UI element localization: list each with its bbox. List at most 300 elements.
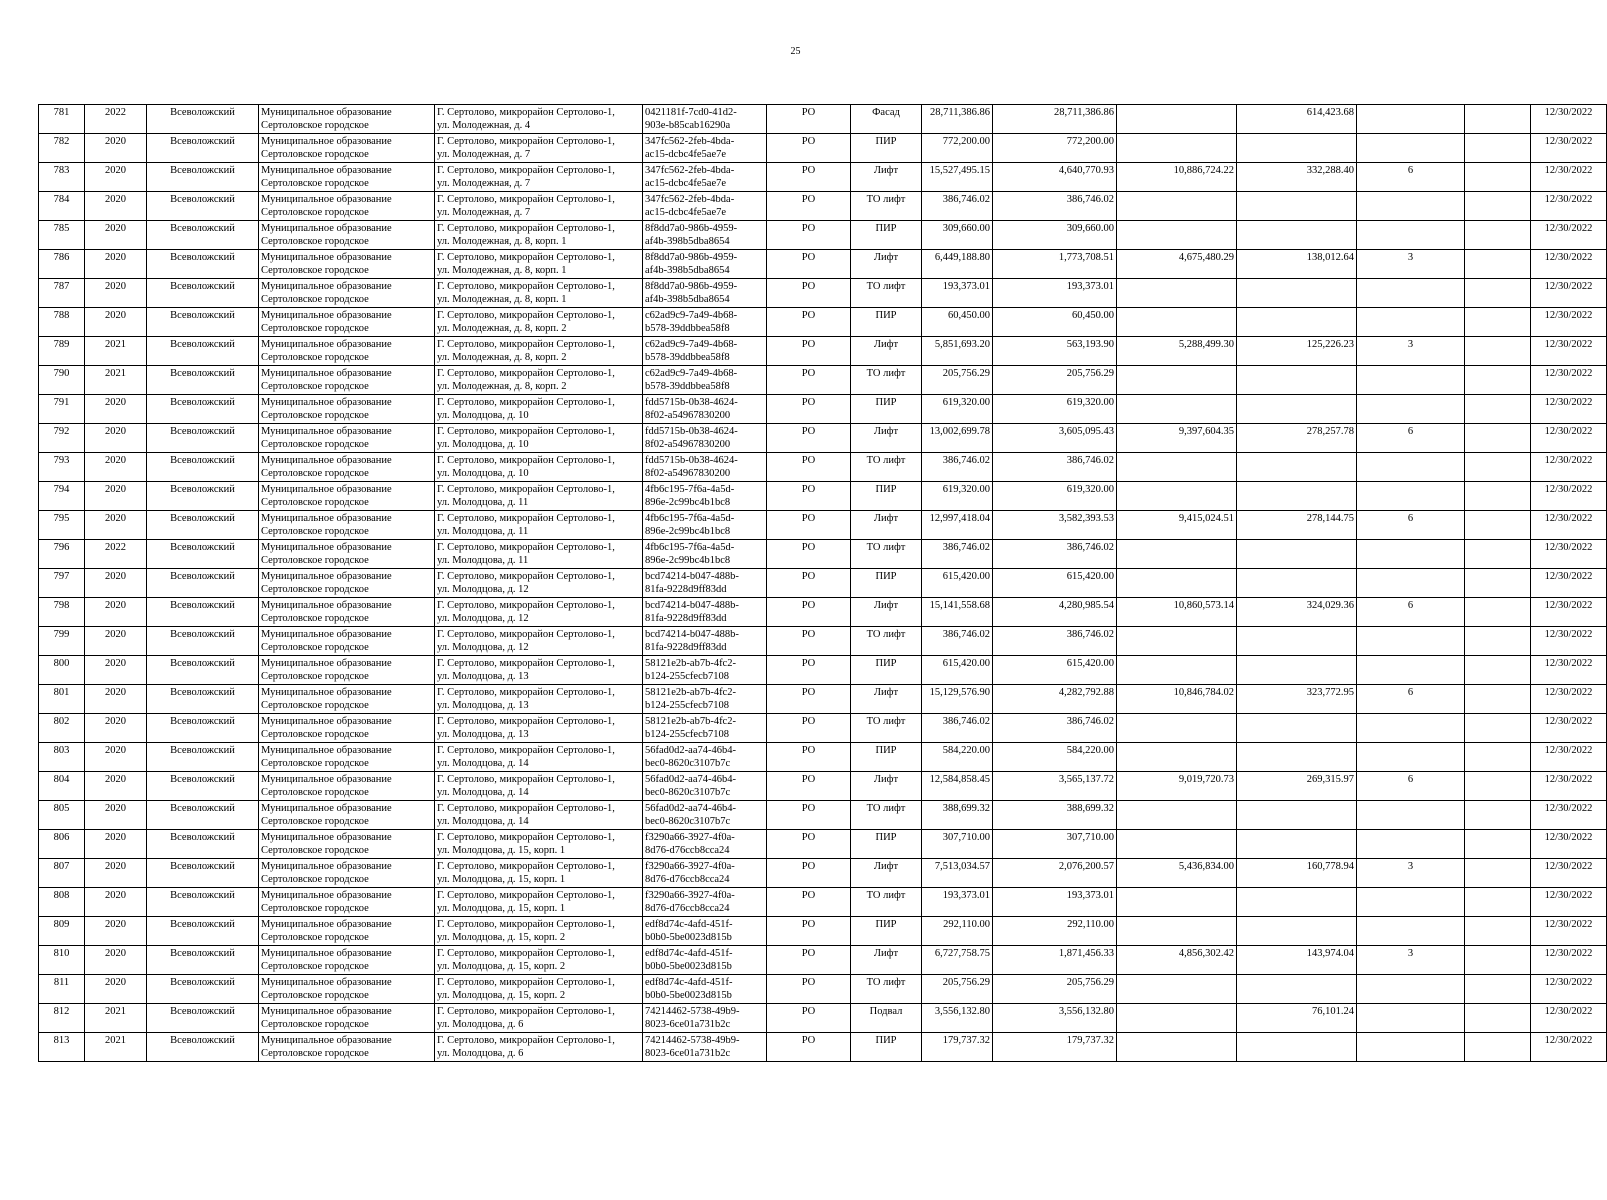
- total-cost-cell: 13,002,699.78: [922, 424, 993, 453]
- table-row: [39, 424, 1607, 453]
- lift-count-cell: 3: [1357, 337, 1465, 366]
- lift-count-cell: 6: [1357, 685, 1465, 714]
- cell-line-first: c62ad9c9-7a49-4b68-: [645, 310, 738, 321]
- cell-line-second: Сертоловское городское: [261, 845, 369, 856]
- date-cell: 12/30/2022: [1531, 743, 1607, 772]
- extra-amount-cell: [1237, 569, 1357, 598]
- date-cell: 12/30/2022: [1531, 569, 1607, 598]
- house-id-cell: [643, 1004, 767, 1033]
- cell-line-first: Муниципальное образование: [261, 194, 392, 205]
- year-cell: 2020: [85, 888, 147, 917]
- fund-cost-cell: 205,756.29: [993, 975, 1117, 1004]
- work-type-cell: Лифт: [851, 337, 922, 366]
- empty-cell: [1465, 598, 1531, 627]
- cell-line-second: Сертоловское городское: [261, 555, 369, 566]
- cell-line-first: bcd74214-b047-488b-: [645, 600, 739, 611]
- cell-line-second: af4b-398b5dba8654: [645, 294, 730, 305]
- total-cost-cell: 15,129,576.90: [922, 685, 993, 714]
- district-cell: Всеволожский: [147, 221, 259, 250]
- cell-line-second: Сертоловское городское: [261, 526, 369, 537]
- address-cell: [435, 656, 643, 685]
- lift-count-cell: [1357, 888, 1465, 917]
- table-row: [39, 714, 1607, 743]
- house-id-cell: [643, 279, 767, 308]
- cell-line-second: Сертоловское городское: [261, 932, 369, 943]
- total-cost-cell: 772,200.00: [922, 134, 993, 163]
- cell-line-second: 81fa-9228d9ff83dd: [645, 584, 727, 595]
- empty-cell: [1465, 366, 1531, 395]
- cell-line-second: ул. Молодцова, д. 11: [437, 526, 529, 537]
- address-cell: [435, 801, 643, 830]
- year-cell: 2020: [85, 221, 147, 250]
- cell-line-first: Г. Сертолово, микрорайон Сертолово-1,: [437, 832, 615, 843]
- extra-amount-cell: [1237, 1033, 1357, 1062]
- address-cell: [435, 569, 643, 598]
- other-cost-cell: 10,886,724.22: [1117, 163, 1237, 192]
- cell-line-second: ac15-dcbc4fe5ae7e: [645, 149, 727, 160]
- cell-line-second: ул. Молодцова, д. 10: [437, 468, 529, 479]
- date-cell: 12/30/2022: [1531, 337, 1607, 366]
- house-id-cell: [643, 424, 767, 453]
- house-id-cell: [643, 511, 767, 540]
- cell-line-second: Сертоловское городское: [261, 497, 369, 508]
- fund-cost-cell: 386,746.02: [993, 540, 1117, 569]
- date-cell: 12/30/2022: [1531, 424, 1607, 453]
- house-id-cell: [643, 395, 767, 424]
- operator-cell: РО: [767, 337, 851, 366]
- operator-cell: РО: [767, 1004, 851, 1033]
- cell-line-second: Сертоловское городское: [261, 439, 369, 450]
- empty-cell: [1465, 221, 1531, 250]
- address-cell: [435, 221, 643, 250]
- address-cell: [435, 1004, 643, 1033]
- row-number-cell: 791: [39, 395, 85, 424]
- cell-line-second: ул. Молодцова, д. 12: [437, 642, 529, 653]
- cell-line-first: 74214462-5738-49b9-: [645, 1006, 740, 1017]
- district-cell: Всеволожский: [147, 250, 259, 279]
- work-type-cell: Лифт: [851, 424, 922, 453]
- work-type-cell: ПИР: [851, 308, 922, 337]
- lift-count-cell: 6: [1357, 163, 1465, 192]
- table-row: [39, 540, 1607, 569]
- address-cell: [435, 279, 643, 308]
- operator-cell: РО: [767, 830, 851, 859]
- total-cost-cell: 386,746.02: [922, 714, 993, 743]
- house-id-cell: [643, 192, 767, 221]
- cell-line-second: Сертоловское городское: [261, 1048, 369, 1059]
- year-cell: 2020: [85, 714, 147, 743]
- operator-cell: РО: [767, 801, 851, 830]
- extra-amount-cell: [1237, 917, 1357, 946]
- date-cell: 12/30/2022: [1531, 482, 1607, 511]
- cell-line-second: ул. Молодцова, д. 13: [437, 671, 529, 682]
- cell-line-first: Г. Сертолово, микрорайон Сертолово-1,: [437, 455, 615, 466]
- operator-cell: РО: [767, 685, 851, 714]
- cell-line-second: 896e-2c99bc4b1bc8: [645, 497, 731, 508]
- operator-cell: РО: [767, 975, 851, 1004]
- table-row: [39, 163, 1607, 192]
- row-number-cell: 804: [39, 772, 85, 801]
- other-cost-cell: 5,288,499.30: [1117, 337, 1237, 366]
- cell-line-first: Г. Сертолово, микрорайон Сертолово-1,: [437, 484, 615, 495]
- operator-cell: РО: [767, 279, 851, 308]
- fund-cost-cell: 563,193.90: [993, 337, 1117, 366]
- row-number-cell: 785: [39, 221, 85, 250]
- cell-line-second: ул. Молодцова, д. 13: [437, 700, 529, 711]
- municipality-cell: [259, 830, 435, 859]
- address-cell: [435, 134, 643, 163]
- registry-table: [38, 104, 1607, 1062]
- fund-cost-cell: 619,320.00: [993, 482, 1117, 511]
- empty-cell: [1465, 656, 1531, 685]
- empty-cell: [1465, 685, 1531, 714]
- district-cell: Всеволожский: [147, 830, 259, 859]
- work-type-cell: Лифт: [851, 250, 922, 279]
- fund-cost-cell: 2,076,200.57: [993, 859, 1117, 888]
- house-id-cell: [643, 917, 767, 946]
- year-cell: 2020: [85, 917, 147, 946]
- house-id-cell: [643, 743, 767, 772]
- cell-line-first: Муниципальное образование: [261, 890, 392, 901]
- table-row: [39, 627, 1607, 656]
- operator-cell: РО: [767, 743, 851, 772]
- extra-amount-cell: [1237, 221, 1357, 250]
- total-cost-cell: 7,513,034.57: [922, 859, 993, 888]
- cell-line-first: fdd5715b-0b38-4624-: [645, 426, 738, 437]
- operator-cell: РО: [767, 134, 851, 163]
- empty-cell: [1465, 859, 1531, 888]
- table-row: [39, 917, 1607, 946]
- year-cell: 2020: [85, 163, 147, 192]
- empty-cell: [1465, 1004, 1531, 1033]
- extra-amount-cell: [1237, 975, 1357, 1004]
- cell-line-first: Муниципальное образование: [261, 948, 392, 959]
- address-cell: [435, 163, 643, 192]
- operator-cell: РО: [767, 772, 851, 801]
- municipality-cell: [259, 772, 435, 801]
- year-cell: 2021: [85, 1004, 147, 1033]
- cell-line-second: 8023-6ce01a731b2c: [645, 1048, 731, 1059]
- house-id-cell: [643, 975, 767, 1004]
- other-cost-cell: [1117, 279, 1237, 308]
- total-cost-cell: 307,710.00: [922, 830, 993, 859]
- cell-line-first: Г. Сертолово, микрорайон Сертолово-1,: [437, 426, 615, 437]
- address-cell: [435, 105, 643, 134]
- work-type-cell: ПИР: [851, 134, 922, 163]
- district-cell: Всеволожский: [147, 598, 259, 627]
- fund-cost-cell: 4,640,770.93: [993, 163, 1117, 192]
- row-number-cell: 809: [39, 917, 85, 946]
- extra-amount-cell: [1237, 714, 1357, 743]
- municipality-cell: [259, 1033, 435, 1062]
- extra-amount-cell: [1237, 482, 1357, 511]
- other-cost-cell: 9,019,720.73: [1117, 772, 1237, 801]
- cell-line-first: Г. Сертолово, микрорайон Сертолово-1,: [437, 281, 615, 292]
- cell-line-second: 8d76-d76ccb8cca24: [645, 845, 730, 856]
- cell-line-first: Г. Сертолово, микрорайон Сертолово-1,: [437, 658, 615, 669]
- municipality-cell: [259, 569, 435, 598]
- cell-line-second: ул. Молодцова, д. 15, корп. 2: [437, 932, 566, 943]
- date-cell: 12/30/2022: [1531, 1033, 1607, 1062]
- lift-count-cell: 6: [1357, 424, 1465, 453]
- cell-line-second: 896e-2c99bc4b1bc8: [645, 526, 731, 537]
- cell-line-first: 347fc562-2feb-4bda-: [645, 136, 735, 147]
- total-cost-cell: 619,320.00: [922, 482, 993, 511]
- cell-line-second: ул. Молодцова, д. 11: [437, 497, 529, 508]
- cell-line-second: Сертоловское городское: [261, 642, 369, 653]
- cell-line-second: ул. Молодежная, д. 4: [437, 120, 531, 131]
- operator-cell: РО: [767, 105, 851, 134]
- cell-line-second: Сертоловское городское: [261, 178, 369, 189]
- cell-line-first: 58121e2b-ab7b-4fc2-: [645, 687, 736, 698]
- work-type-cell: ТО лифт: [851, 714, 922, 743]
- empty-cell: [1465, 772, 1531, 801]
- work-type-cell: Лифт: [851, 598, 922, 627]
- other-cost-cell: [1117, 830, 1237, 859]
- date-cell: 12/30/2022: [1531, 279, 1607, 308]
- table-row: [39, 598, 1607, 627]
- row-number-cell: 803: [39, 743, 85, 772]
- fund-cost-cell: 386,746.02: [993, 714, 1117, 743]
- house-id-cell: [643, 105, 767, 134]
- lift-count-cell: [1357, 279, 1465, 308]
- year-cell: 2021: [85, 366, 147, 395]
- district-cell: Всеволожский: [147, 1004, 259, 1033]
- municipality-cell: [259, 395, 435, 424]
- operator-cell: РО: [767, 569, 851, 598]
- cell-line-second: Сертоловское городское: [261, 468, 369, 479]
- row-number-cell: 802: [39, 714, 85, 743]
- cell-line-first: 8f8dd7a0-986b-4959-: [645, 252, 738, 263]
- house-id-cell: [643, 772, 767, 801]
- empty-cell: [1465, 511, 1531, 540]
- other-cost-cell: 9,397,604.35: [1117, 424, 1237, 453]
- municipality-cell: [259, 627, 435, 656]
- table-row: [39, 569, 1607, 598]
- extra-amount-cell: [1237, 656, 1357, 685]
- date-cell: 12/30/2022: [1531, 685, 1607, 714]
- other-cost-cell: [1117, 1033, 1237, 1062]
- cell-line-second: ул. Молодцова, д. 15, корп. 2: [437, 990, 566, 1001]
- fund-cost-cell: 4,282,792.88: [993, 685, 1117, 714]
- district-cell: Всеволожский: [147, 569, 259, 598]
- cell-line-first: Г. Сертолово, микрорайон Сертолово-1,: [437, 629, 615, 640]
- house-id-cell: [643, 337, 767, 366]
- work-type-cell: Фасад: [851, 105, 922, 134]
- district-cell: Всеволожский: [147, 917, 259, 946]
- lift-count-cell: [1357, 743, 1465, 772]
- cell-line-first: Г. Сертолово, микрорайон Сертолово-1,: [437, 1006, 615, 1017]
- extra-amount-cell: [1237, 366, 1357, 395]
- row-number-cell: 797: [39, 569, 85, 598]
- empty-cell: [1465, 1033, 1531, 1062]
- extra-amount-cell: 614,423.68: [1237, 105, 1357, 134]
- work-type-cell: ТО лифт: [851, 627, 922, 656]
- lift-count-cell: [1357, 830, 1465, 859]
- table-row: [39, 656, 1607, 685]
- total-cost-cell: 12,584,858.45: [922, 772, 993, 801]
- house-id-cell: [643, 946, 767, 975]
- cell-line-second: ул. Молодцова, д. 14: [437, 758, 529, 769]
- year-cell: 2020: [85, 946, 147, 975]
- address-cell: [435, 337, 643, 366]
- row-number-cell: 781: [39, 105, 85, 134]
- cell-line-first: Г. Сертолово, микрорайон Сертолово-1,: [437, 687, 615, 698]
- lift-count-cell: 6: [1357, 511, 1465, 540]
- district-cell: Всеволожский: [147, 685, 259, 714]
- empty-cell: [1465, 308, 1531, 337]
- date-cell: 12/30/2022: [1531, 772, 1607, 801]
- house-id-cell: [643, 308, 767, 337]
- cell-line-first: Г. Сертолово, микрорайон Сертолово-1,: [437, 542, 615, 553]
- extra-amount-cell: [1237, 395, 1357, 424]
- address-cell: [435, 453, 643, 482]
- lift-count-cell: [1357, 1004, 1465, 1033]
- empty-cell: [1465, 453, 1531, 482]
- lift-count-cell: [1357, 308, 1465, 337]
- district-cell: Всеволожский: [147, 946, 259, 975]
- cell-line-first: Муниципальное образование: [261, 136, 392, 147]
- extra-amount-cell: 332,288.40: [1237, 163, 1357, 192]
- total-cost-cell: 193,373.01: [922, 279, 993, 308]
- district-cell: Всеволожский: [147, 453, 259, 482]
- cell-line-second: Сертоловское городское: [261, 787, 369, 798]
- cell-line-second: 8f02-a54967830200: [645, 468, 731, 479]
- municipality-cell: [259, 308, 435, 337]
- cell-line-second: ул. Молодежная, д. 7: [437, 207, 531, 218]
- row-number-cell: 811: [39, 975, 85, 1004]
- empty-cell: [1465, 279, 1531, 308]
- house-id-cell: [643, 366, 767, 395]
- cell-line-first: Муниципальное образование: [261, 397, 392, 408]
- cell-line-first: 8f8dd7a0-986b-4959-: [645, 223, 738, 234]
- year-cell: 2020: [85, 743, 147, 772]
- empty-cell: [1465, 424, 1531, 453]
- cell-line-first: Муниципальное образование: [261, 484, 392, 495]
- cell-line-first: 56fad0d2-aa74-46b4-: [645, 774, 736, 785]
- table-row: [39, 192, 1607, 221]
- cell-line-first: 58121e2b-ab7b-4fc2-: [645, 716, 736, 727]
- other-cost-cell: 10,846,784.02: [1117, 685, 1237, 714]
- total-cost-cell: 386,746.02: [922, 192, 993, 221]
- other-cost-cell: [1117, 105, 1237, 134]
- extra-amount-cell: 269,315.97: [1237, 772, 1357, 801]
- table-row: [39, 1033, 1607, 1062]
- total-cost-cell: 388,699.32: [922, 801, 993, 830]
- total-cost-cell: 3,556,132.80: [922, 1004, 993, 1033]
- cell-line-first: c62ad9c9-7a49-4b68-: [645, 368, 738, 379]
- year-cell: 2020: [85, 482, 147, 511]
- cell-line-second: Сертоловское городское: [261, 236, 369, 247]
- other-cost-cell: [1117, 482, 1237, 511]
- cell-line-second: ул. Молодежная, д. 8, корп. 2: [437, 352, 567, 363]
- fund-cost-cell: 309,660.00: [993, 221, 1117, 250]
- extra-amount-cell: 278,144.75: [1237, 511, 1357, 540]
- cell-line-first: Муниципальное образование: [261, 977, 392, 988]
- fund-cost-cell: 615,420.00: [993, 656, 1117, 685]
- house-id-cell: [643, 801, 767, 830]
- fund-cost-cell: 3,556,132.80: [993, 1004, 1117, 1033]
- fund-cost-cell: 386,746.02: [993, 453, 1117, 482]
- address-cell: [435, 540, 643, 569]
- cell-line-first: Муниципальное образование: [261, 687, 392, 698]
- municipality-cell: [259, 946, 435, 975]
- other-cost-cell: [1117, 627, 1237, 656]
- date-cell: 12/30/2022: [1531, 888, 1607, 917]
- table-row: [39, 1004, 1607, 1033]
- cell-line-second: ул. Молодцова, д. 13: [437, 729, 529, 740]
- cell-line-second: ул. Молодцова, д. 6: [437, 1048, 524, 1059]
- year-cell: 2020: [85, 801, 147, 830]
- table-row: [39, 830, 1607, 859]
- row-number-cell: 808: [39, 888, 85, 917]
- cell-line-second: Сертоловское городское: [261, 700, 369, 711]
- cell-line-second: Сертоловское городское: [261, 903, 369, 914]
- address-cell: [435, 714, 643, 743]
- operator-cell: РО: [767, 540, 851, 569]
- date-cell: 12/30/2022: [1531, 192, 1607, 221]
- operator-cell: РО: [767, 163, 851, 192]
- cell-line-second: Сертоловское городское: [261, 1019, 369, 1030]
- year-cell: 2021: [85, 1033, 147, 1062]
- address-cell: [435, 743, 643, 772]
- cell-line-first: Муниципальное образование: [261, 368, 392, 379]
- district-cell: Всеволожский: [147, 975, 259, 1004]
- cell-line-second: ул. Молодежная, д. 7: [437, 149, 531, 160]
- year-cell: 2022: [85, 540, 147, 569]
- cell-line-first: Муниципальное образование: [261, 1035, 392, 1046]
- address-cell: [435, 772, 643, 801]
- year-cell: 2020: [85, 569, 147, 598]
- other-cost-cell: [1117, 192, 1237, 221]
- lift-count-cell: [1357, 801, 1465, 830]
- empty-cell: [1465, 917, 1531, 946]
- table-row: [39, 337, 1607, 366]
- empty-cell: [1465, 743, 1531, 772]
- operator-cell: РО: [767, 395, 851, 424]
- address-cell: [435, 308, 643, 337]
- fund-cost-cell: 3,565,137.72: [993, 772, 1117, 801]
- fund-cost-cell: 4,280,985.54: [993, 598, 1117, 627]
- row-number-cell: 796: [39, 540, 85, 569]
- address-cell: [435, 482, 643, 511]
- municipality-cell: [259, 163, 435, 192]
- cell-line-first: 4fb6c195-7f6a-4a5d-: [645, 484, 735, 495]
- lift-count-cell: [1357, 395, 1465, 424]
- cell-line-first: 74214462-5738-49b9-: [645, 1035, 740, 1046]
- district-cell: Всеволожский: [147, 105, 259, 134]
- cell-line-first: Муниципальное образование: [261, 861, 392, 872]
- cell-line-first: Г. Сертолово, микрорайон Сертолово-1,: [437, 745, 615, 756]
- cell-line-second: ул. Молодцова, д. 14: [437, 816, 529, 827]
- municipality-cell: [259, 453, 435, 482]
- table-row: [39, 105, 1607, 134]
- extra-amount-cell: 143,974.04: [1237, 946, 1357, 975]
- table-row: [39, 279, 1607, 308]
- cell-line-first: Муниципальное образование: [261, 281, 392, 292]
- cell-line-first: Муниципальное образование: [261, 107, 392, 118]
- row-number-cell: 806: [39, 830, 85, 859]
- work-type-cell: ПИР: [851, 482, 922, 511]
- cell-line-second: ac15-dcbc4fe5ae7e: [645, 178, 727, 189]
- address-cell: [435, 627, 643, 656]
- row-number-cell: 786: [39, 250, 85, 279]
- lift-count-cell: [1357, 627, 1465, 656]
- row-number-cell: 812: [39, 1004, 85, 1033]
- other-cost-cell: 9,415,024.51: [1117, 511, 1237, 540]
- empty-cell: [1465, 163, 1531, 192]
- work-type-cell: ПИР: [851, 743, 922, 772]
